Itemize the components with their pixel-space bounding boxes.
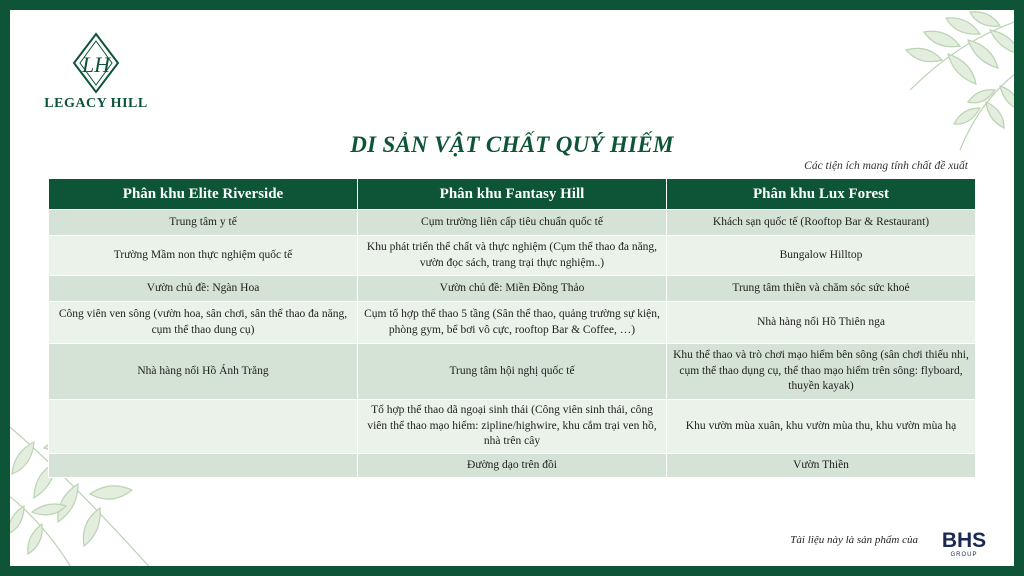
legacy-hill-logo (34, 32, 158, 112)
table-row (49, 454, 976, 478)
table-row (49, 210, 976, 236)
logo-emblem-icon (71, 32, 121, 94)
table-cell: Vườn chủ đề: Miền Đồng Thảo (358, 276, 667, 302)
logo-monogram: LH (81, 52, 111, 77)
table-cell: Công viên ven sông (vườn hoa, sân chơi, sân thể thao đa năng, cụm thể thao dung cụ) (49, 302, 358, 344)
amenities-table (48, 178, 976, 478)
page-subtitle: Các tiện ích mang tính chất đề xuất (804, 160, 968, 172)
table-cell: Đường dạo trên đồi (358, 454, 667, 478)
bhs-logo-sub: GROUP (950, 552, 978, 558)
column-header: Phân khu Fantasy Hill (358, 179, 667, 210)
table-cell: Cụm trường liên cấp tiêu chuẩn quốc tế (358, 210, 667, 236)
table-cell: Nhà hàng nổi Hồ Thiên nga (667, 302, 976, 344)
table-cell: Vườn Thiền (667, 454, 976, 478)
table-row (49, 276, 976, 302)
table-row (49, 344, 976, 400)
table-row (49, 236, 976, 276)
column-header: Phân khu Lux Forest (667, 179, 976, 210)
bhs-logo-name: BHS (941, 529, 987, 552)
table-cell: Khu phát triển thể chất và thực nghiệm (Cụm thể thao đa năng, vườn đọc sách, trang trại thực nghiệm..) (358, 236, 667, 276)
table-cell: Vườn chủ đề: Ngàn Hoa (49, 276, 358, 302)
bhs-group-logo (934, 530, 994, 558)
table-cell (49, 400, 358, 454)
table-cell: Cụm tổ hợp thể thao 5 tầng (Sân thể thao, quảng trường sự kiện, phòng gym, bể bơi vô cực, rooftop Bar & Coffee, …) (358, 302, 667, 344)
table-cell: Khu vườn mùa xuân, khu vườn mùa thu, khu vườn mùa hạ (667, 400, 976, 454)
table-cell: Tổ hợp thể thao dã ngoại sinh thái (Công viên sinh thái, công viên thể thao mạo hiểm: zipline/highwire, khu cắm trại ven hồ, nhà trên cây (358, 400, 667, 454)
logo-text: LEGACY HILL (44, 96, 148, 111)
table-cell: Khách sạn quốc tế (Rooftop Bar & Restaurant) (667, 210, 976, 236)
footer-credit: Tài liệu này là sản phẩm của (790, 534, 918, 546)
table-cell: Nhà hàng nổi Hồ Ánh Trăng (49, 344, 358, 400)
page-title: DI SẢN VẬT CHẤT QUÝ HIẾM (350, 132, 674, 157)
table-cell: Trung tâm y tế (49, 210, 358, 236)
table-row (49, 400, 976, 454)
table-cell (49, 454, 358, 478)
table-cell: Trung tâm thiền và chăm sóc sức khoẻ (667, 276, 976, 302)
table-cell: Khu thể thao và trò chơi mạo hiểm bên sông (sân chơi thiếu nhi, cụm thể thao dụng cụ, thể thao mạo hiểm trên sông: flyboard, thuyền kayak) (667, 344, 976, 400)
table-header-row (49, 179, 976, 210)
column-header: Phân khu Elite Riverside (49, 179, 358, 210)
table-cell: Bungalow Hilltop (667, 236, 976, 276)
table-cell: Trung tâm hội nghị quốc tế (358, 344, 667, 400)
table-row (49, 302, 976, 344)
table-cell: Trường Mầm non thực nghiệm quốc tế (49, 236, 358, 276)
